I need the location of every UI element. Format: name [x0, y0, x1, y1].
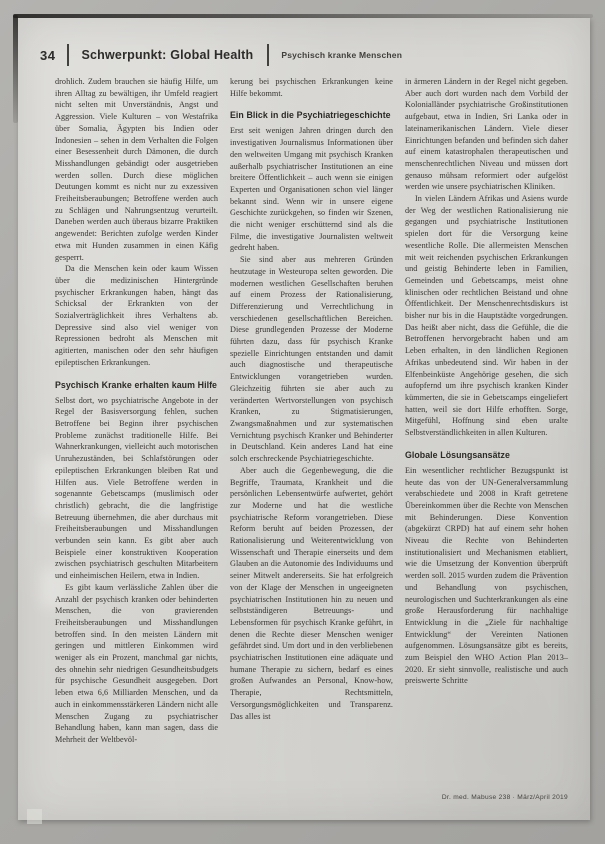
magazine-page	[18, 18, 590, 820]
paragraph: Sie sind aber aus mehreren Gründen heutzutage in Westeuropa selten geworden. Die modernen westlichen Gesellschaften beruhen auf einem Prozess der Rationalisierung, Differenzierung und Verrechtlichung in verschiedenen gesellschaftlichen Bereichen. Diese grundlegenden Prozesse der Moderne führten dazu, dass für psychisch Kranke spezielle Einrichtungen entstanden und damit auch diagnostische und therapeutische Entwicklungen vorangetrieben wurden. Gleichzeitig führten sie aber auch zu veränderten Wertvorstellungen von psychisch Kranken, zu Stigmatisierungen, Zwangsmaßnahmen und zur systematischen Vernichtung psychisch Kranker und Behinderter in Deutschland. Kein anderes Land hat eine solch erschreckende Psychiatriegeschichte.	[230, 255, 393, 464]
subheading: Psychisch Kranke erhalten kaum Hilfe	[55, 379, 217, 390]
paragraph: Da die Menschen kein oder kaum Wissen über die medizinischen Hintergründe psychischer Erkrankungen haben, hängt das Schicksal der Erkrankten von der Sozialverträglichkeit ihres Verhaltens ab. Depressive sind also viel weniger von Repressionen bedroht als Menschen mit agitierten, manischen oder den sehr häufigen epileptischen Erkrankungen.	[55, 264, 218, 367]
page-number: 34	[40, 47, 56, 63]
page-header	[40, 40, 402, 70]
section-title: Schwerpunkt: Global Health	[81, 48, 254, 62]
paragraph: Erst seit wenigen Jahren dringen durch den investigativen Journalismus Informationen über den weltweiten Umgang mit psychisch Kranken außerhalb psychiatrischer Institutionen an eine breitere Öffentlichkeit – auch wenn sie einigen Experten und Organisationen schon viel länger bekannt sind. Wenn wir in unsere eigene Geschichte zurückgehen, so finden wir Szenen, die nicht weniger erschütternd sind als die Filme, die investigative Journalisten weltweit gedreht haben.	[230, 126, 393, 253]
paragraph: drohlich. Zudem brauchen sie häufig Hilfe, um ihren Alltag zu bewältigen, ihr Umfeld reagiert nicht selten mit Unverständnis, Angst und Aggression. Viele Kulturen – von Westafrika über Somalia, Ägypten bis Indien oder Indonesien – sehen in dem Verhalten die Folgen einer Besessenheit durch Dämonen, die durch Misshandlungen gebändigt oder ausgetrieben werden sollen. Durch diese möglichen Deutungen kommt es nicht nur zu exzessiven Freiheitsberaubungen; Betroffene werden auch zu Schlägen und Nahrungsentzug verurteilt. Daneben werden auch überaus bizarre Praktiken angewendet: Berichten zufolge werden Kinder etwa mit Hunden zusammen in einen Käfig gesperrt.	[55, 77, 218, 262]
subheading: Globale Lösungsansätze	[405, 449, 510, 460]
paragraph: in ärmeren Ländern in der Regel nicht gegeben. Aber auch dort wurden nach dem Vorbild der Kolonialländer psychiatrische Großinstitutionen aufgebaut, etwa in Indien, Sri Lanka oder in lateinamerikanischen Ländern. Viele dieser Einrichtungen befanden und befinden sich daher auf einem katastrophalen therapeutischen und menschenrechtlichen Niveau und müssen dort genauso mühsam reformiert oder aufgelöst werden wie unsere psychiatrischen Kliniken.	[405, 77, 568, 192]
paragraph: Es gibt kaum verlässliche Zahlen über die Anzahl der psychisch kranken oder behinderten Menschen, die von gravierenden Freiheitsberaubungen und Misshandlungen betroffen sind. In den meisten Ländern mit geringen und mittleren Einkommen wird weniger als ein Prozent, manchmal gar nichts, des ohnehin sehr niedrigen Gesundheitsbudgets für psychische Gesundheit ausgegeben. Dort leben etwa 6,6 Milliarden Menschen, und da auch in einkommensstärkeren Ländern nicht alle Menschen Zugang zu psychiatrischer Behandlung haben, kann man sagen, dass die Mehrheit der Weltbevöl-	[55, 582, 218, 744]
text-column-2	[230, 76, 393, 808]
article-topic: Psychisch kranke Menschen	[281, 50, 403, 60]
scan-artifact-square	[27, 809, 42, 824]
footer-credit: Dr. med. Mabuse 238 · März/April 2019	[441, 794, 568, 801]
paragraph: In vielen Ländern Afrikas und Asiens wurde der Weg der westlichen Rationalisierung nie gegangen und psychiatrische Institutionen spielen dort für die Versorgung keine wesentliche Rolle. Die allermeisten Menschen mit weit reichenden psychischen Erkrankungen und geistig Behinderte leben in Familien, Gemeinden und Gebetscamps, meist ohne klinischen oder rechtlichen Beistand und ohne Öffentlichkeit. Der Menschenrechtsdiskurs ist bisher nur bis in die Hauptstädte vorgedrungen. Das heißt aber nicht, dass die Gefühle, die die Betroffenen hervorgebracht haben und am Leben erhalten, in den ländlichen Regionen Afrikas unbedeutend sind. Wir haben in der Elfenbeinküste Angehörige gesehen, die sich aufopfernd um ihre psychisch kranken Kinder kümmerten, die sie in Gebetscamps eingeliefert hatten, weil sie dort Hilfe erhofften. Sorge, Mitgefühl, Hoffnung sind eben uralte Selbstverständlichkeiten in allen Kulturen.	[405, 194, 568, 438]
scan-edge-artifact-top	[13, 14, 593, 18]
header-divider	[267, 44, 269, 66]
header-divider	[67, 44, 69, 66]
scan-edge-artifact-left	[13, 15, 18, 123]
subheading: Ein Blick in die Psychiatriegeschichte	[230, 110, 391, 121]
text-column-1	[55, 76, 218, 808]
article-body	[55, 76, 569, 808]
paragraph: kerung bei psychischen Erkrankungen keine Hilfe bekommt.	[230, 77, 393, 98]
text-column-3	[405, 76, 568, 808]
paragraph: Selbst dort, wo psychiatrische Angebote in der Regel der Basisversorgung fehlen, suchen Betroffene bei Beginn ihrer psychischen Probleme zunächst traditionelle Hilfe. Bei Wahnerkrankungen, vielleicht auch motorischen Unruhezuständen, bei Schlafstörungen oder epileptischen Erkrankungen bleiben Rat und Hilfen aus. Viele Betroffene werden in sogenannte Gebetscamps (muslimisch oder christlich) gebracht, die die langfristige Betreuung übernehmen, die aber durchaus mit Freiheitsberaubungen und Misshandlungen verbunden sein kann. Es gibt aber auch Beispiele einer konstruktiven Kooperation zwischen psychiatrisch geschulten Mitarbeitern und einheimischen Heilern, etwa in Indien.	[55, 395, 218, 581]
paragraph: Ein wesentlicher rechtlicher Bezugspunkt ist heute das von der UN-Generalversammlung verabschiedete und 2008 in Kraft getretene Übereinkommen über die Rechte von Menschen mit Behinderungen. Diese Konvention (abgekürzt CRPD) hat auf einem sehr hohen Niveau die Rechte von Behinderten institutionalisiert und Mechanismen etabliert, wie die Umsetzung der Konvention überprüft werden soll. 2015 wurden zudem die Prävention und Behandlung von psychischen, neurologischen und Suchterkrankungen als eine große Herausforderung für nachhaltige Entwicklung in die „Ziele für nachhaltige Entwicklung“ der Vereinten Nationen aufgenommen. Lösungsansätze gibt es bereits, zum Beispiel den WHO Action Plan 2013–2020. Er sieht sinnvolle, realistische und auch preiswerte Schritte	[405, 465, 568, 686]
paragraph: Aber auch die Gegenbewegung, die die Begriffe, Traumata, Krankheit und die persönlichen Lebensentwürfe aufwertet, gehört zur Moderne und hat die westliche psychiatrische Reform vorangetrieben. Diese Reform beruht auf beiden Prozessen, der Rationalisierung und Weiterentwicklung von Wissenschaft und Therapie einerseits und dem Glauben an die Autonomie des Individuums und seiner Mitwelt andererseits. Sie hat erfolgreich von der Klage der Menschen in ungeeigneten psychiatrischen Institutionen hin zu neuen und selbstständigeren Betreuungs- und Lebensformen für psychisch Kranke geführt, in denen die Rechte dieser Menschen weniger gefährdet sind. Um dort und in den verbliebenen psychiatrischen Institutionen eine adäquate und humane Therapie zu sichern, bedarf es eines großen Aufwandes an Personal, Know-how, Therapie, Rechtsmitteln, Versorgungsmöglichkeiten und Transparenz. Das alles ist	[230, 465, 393, 721]
